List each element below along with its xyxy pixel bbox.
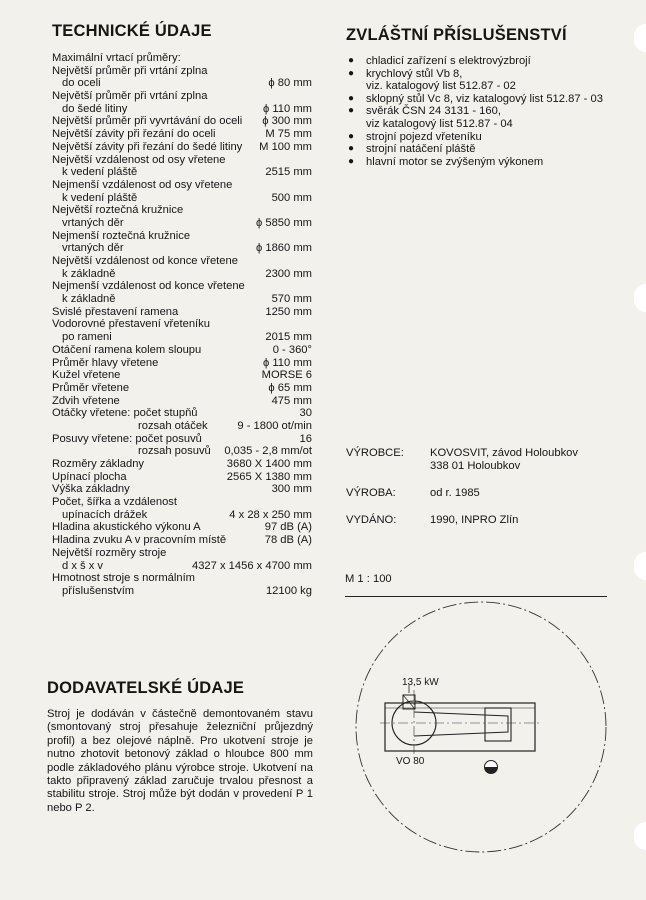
spec-row xyxy=(52,90,322,103)
spec-row xyxy=(52,306,322,319)
technical-specs xyxy=(52,52,322,598)
spec-row xyxy=(52,433,322,446)
spec-value: ϕ 65 mm xyxy=(268,381,312,394)
spec-label: k základně xyxy=(62,293,116,306)
headstock xyxy=(485,708,511,741)
spec-row xyxy=(52,395,322,408)
spec-value: 2565 X 1380 mm xyxy=(226,470,312,483)
spec-value: ϕ 1860 mm xyxy=(255,242,312,255)
spec-value: M 100 mm xyxy=(259,140,312,153)
spec-label: Největší průměr při vrtání zplna xyxy=(52,90,208,103)
floor-plan-diagram xyxy=(340,600,610,860)
spec-label: Posuvy vřetene: počet posuvů xyxy=(52,432,202,445)
spec-label: do šedé litiny xyxy=(62,102,128,115)
spec-label: upínacích drážek xyxy=(62,508,148,521)
spec-row xyxy=(52,77,322,90)
spec-value: 2515 mm xyxy=(265,166,312,179)
spec-value: 2300 mm xyxy=(265,267,312,280)
spec-value: 500 mm xyxy=(271,191,312,204)
spec-row xyxy=(52,154,322,167)
manufacturer-address: 338 01 Holoubkov xyxy=(430,460,521,472)
spec-row xyxy=(52,445,322,458)
spec-row xyxy=(52,65,322,78)
spec-row xyxy=(52,458,322,471)
spec-label: Otáčení ramena kolem sloupu xyxy=(52,343,202,356)
spec-label: Hladina akustického výkonu A xyxy=(52,521,201,534)
spec-value: 9 - 1800 ot/min xyxy=(237,419,312,432)
arm-outline xyxy=(414,712,508,736)
accessory-item xyxy=(346,93,636,106)
spec-label: do oceli xyxy=(62,77,101,90)
accessory-text: chladicí zařízení s elektrovýzbrojí xyxy=(366,55,531,67)
spec-row xyxy=(52,103,322,116)
spec-label: Největší vzdálenost od osy vřetene xyxy=(52,153,226,166)
spec-value: 1250 mm xyxy=(265,305,312,318)
spec-label: Rozměry základny xyxy=(52,458,145,470)
spec-label: Největší závity při řezání do oceli xyxy=(52,128,216,141)
spec-value: 570 mm xyxy=(271,293,312,306)
accessory-text: hlavní motor se zvýšeným výkonem xyxy=(366,155,544,168)
bullet-icon: ● xyxy=(348,130,355,142)
manufacturer-name: KOVOSVIT, závod Holoubkov xyxy=(430,447,578,459)
spec-row xyxy=(52,521,322,534)
accessory-text: krychlový stůl Vb 8, xyxy=(366,67,463,80)
spec-row xyxy=(52,344,322,357)
accessory-text: strojní pojezd vřeteníku xyxy=(366,130,482,143)
spec-label: rozsah posuvů xyxy=(138,445,211,458)
spec-label: Svislé přestavení ramena xyxy=(52,305,179,318)
spec-row xyxy=(52,534,322,547)
spec-label: Hladina zvuku A v pracovním místě xyxy=(52,534,227,547)
spec-value: ϕ 110 mm xyxy=(263,356,312,369)
spec-label: Otáčky vřetene: počet stupňů xyxy=(52,407,198,420)
spec-label: Průměr vřetene xyxy=(52,381,130,394)
accessory-subtext: viz. katalogový list 512.87 - 02 xyxy=(366,80,516,93)
spec-label: d x š x v xyxy=(62,559,104,572)
spec-value: 2015 mm xyxy=(265,331,312,344)
spec-value: ϕ 5850 mm xyxy=(255,216,312,229)
production-label: VÝROBA: xyxy=(346,487,396,499)
spec-label: Největší vzdálenost od konce vřetene xyxy=(52,255,238,267)
spec-label: Průměr hlavy vřetene xyxy=(52,356,159,369)
spec-row xyxy=(52,166,322,179)
spec-row xyxy=(52,255,322,268)
spec-value: 475 mm xyxy=(271,394,312,407)
spec-label: Kužel vřetene xyxy=(52,369,121,382)
spec-label: vrtaných děr xyxy=(62,216,124,229)
model-label: VO 80 xyxy=(396,756,425,767)
supplier-heading: DODAVATELSKÉ ÚDAJE xyxy=(47,679,245,697)
power-label: 13,5 kW xyxy=(402,677,439,688)
swing-radius-circle xyxy=(356,602,606,852)
accessory-item xyxy=(346,143,636,156)
bullet-icon: ● xyxy=(348,143,355,155)
spec-row xyxy=(52,483,322,496)
bullet-icon: ● xyxy=(348,105,355,117)
spec-row xyxy=(52,407,322,420)
spec-row xyxy=(52,280,322,293)
bullet-icon: ● xyxy=(348,155,355,167)
accessory-item xyxy=(346,105,636,130)
spec-value: 16 xyxy=(299,432,312,445)
spec-row xyxy=(52,141,322,154)
spec-row xyxy=(52,52,322,65)
bullet-icon: ● xyxy=(348,67,355,79)
spec-row xyxy=(52,547,322,560)
accessory-subtext: viz katalogový list 512.87 - 04 xyxy=(366,117,513,130)
spec-label: Maximální vrtací průměry: xyxy=(52,52,181,64)
spec-row xyxy=(52,230,322,243)
spec-row xyxy=(52,217,322,230)
accessory-item xyxy=(346,55,636,68)
spec-value: 12100 kg xyxy=(265,584,312,597)
issued-value: 1990, INPRO Zlín xyxy=(430,514,519,526)
spec-value: MORSE 6 xyxy=(261,369,312,382)
spec-label: k základně xyxy=(62,267,116,280)
spec-value: M 75 mm xyxy=(265,128,312,141)
issued-label: VYDÁNO: xyxy=(346,514,397,526)
spec-row xyxy=(52,420,322,433)
manufacturer-label: VÝROBCE: xyxy=(346,447,404,459)
spec-row xyxy=(52,242,322,255)
accessory-text: svěrák ČSN 24 3131 - 160, xyxy=(366,105,501,118)
spec-row xyxy=(52,192,322,205)
supplier-text: Stroj je dodáván v částečně demontovaném stavu (smontovaný stroj přesahuje železniční průjezdný profil) a bez olejové náplně. Pro ukotvení stroje je nutno zhotovit betonový základ o hloubce 800 mm podle základového plánu výrobce stroje. Ukotvení na takto připravený základ zaručuje trvalou přesnost a stabilitu stroje. Stroj může být dodán v provedení P 1 nebo P 2. xyxy=(47,708,313,814)
spec-label: příslušenstvím xyxy=(62,584,135,597)
divider-rule xyxy=(345,596,607,597)
accessories-heading: ZVLÁŠTNÍ PŘÍSLUŠENSTVÍ xyxy=(346,26,567,44)
binder-hole xyxy=(634,822,646,850)
accessory-text: strojní natáčení pláště xyxy=(366,143,476,156)
spec-value: 3680 X 1400 mm xyxy=(226,458,312,470)
spec-label: po rameni xyxy=(62,331,112,344)
accessory-item xyxy=(346,68,636,93)
spec-label: Nejmenší vzdálenost od osy vřetene xyxy=(52,178,233,191)
technical-heading: TECHNICKÉ ÚDAJE xyxy=(52,22,212,40)
spec-label: Nejmenší vzdálenost od konce vřetene xyxy=(52,280,245,293)
binder-hole xyxy=(634,284,646,312)
spec-row xyxy=(52,496,322,509)
spec-row xyxy=(52,204,322,217)
spec-value: 78 dB (A) xyxy=(264,534,312,547)
spec-value: ϕ 80 mm xyxy=(268,77,312,90)
spec-value: 97 dB (A) xyxy=(264,521,312,534)
accessories-list xyxy=(346,55,636,168)
spec-value: ϕ 300 mm xyxy=(262,115,312,128)
spec-label: Upínací plocha xyxy=(52,470,127,483)
spec-label: k vedení pláště xyxy=(62,191,138,204)
spec-value: 0 - 360° xyxy=(272,343,312,356)
accessory-text: sklopný stůl Vc 8, viz katalogový list 512.87 - 03 xyxy=(366,92,603,105)
spec-label: Nejmenší roztečná kružnice xyxy=(52,229,191,242)
spec-row xyxy=(52,357,322,370)
spec-label: Hmotnost stroje s normálním xyxy=(52,572,195,585)
spec-row xyxy=(52,268,322,281)
spec-row xyxy=(52,179,322,192)
spec-label: vrtaných děr xyxy=(62,242,124,255)
spec-label: Výška základny xyxy=(52,483,130,496)
spec-row xyxy=(52,509,322,522)
spec-row xyxy=(52,293,322,306)
spec-label: k vedení pláště xyxy=(62,166,138,179)
production-value: od r. 1985 xyxy=(430,487,480,499)
spec-label: Největší průměr při vrtání zplna xyxy=(52,64,208,77)
spec-value: 30 xyxy=(299,407,312,420)
spec-row xyxy=(52,572,322,585)
spec-label: Největší roztečná kružnice xyxy=(52,204,184,217)
spec-value: 4327 x 1456 x 4700 mm xyxy=(191,559,312,572)
spec-value: ϕ 110 mm xyxy=(263,102,312,115)
spec-row xyxy=(52,382,322,395)
scale-label: M 1 : 100 xyxy=(345,573,392,585)
spec-row xyxy=(52,318,322,331)
spec-label: Zdvih vřetene xyxy=(52,394,120,407)
binder-hole xyxy=(634,552,646,580)
spec-row xyxy=(52,560,322,573)
spec-label: rozsah otáček xyxy=(138,419,208,432)
spec-row xyxy=(52,115,322,128)
spec-label: Největší závity při řezání do šedé litiny xyxy=(52,140,243,153)
spec-row xyxy=(52,128,322,141)
spec-label: Největší průměr při vyvrtávání do oceli xyxy=(52,115,243,128)
bullet-icon: ● xyxy=(348,92,355,104)
spec-value: 300 mm xyxy=(271,483,312,496)
accessory-item xyxy=(346,156,636,169)
binder-hole xyxy=(634,24,646,52)
bullet-icon: ● xyxy=(348,55,355,66)
spec-label: Největší rozměry stroje xyxy=(52,546,167,559)
spec-label: Vodorovné přestavení vřeteníku xyxy=(52,318,210,331)
spec-row xyxy=(52,585,322,598)
spec-row xyxy=(52,369,322,382)
accessory-item xyxy=(346,131,636,144)
spec-value: 0,035 - 2,8 mm/ot xyxy=(224,445,312,458)
spec-row xyxy=(52,471,322,484)
spec-row xyxy=(52,331,322,344)
spec-value: 4 x 28 x 250 mm xyxy=(229,508,312,521)
spec-label: Počet, šířka a vzdálenost xyxy=(52,496,177,509)
